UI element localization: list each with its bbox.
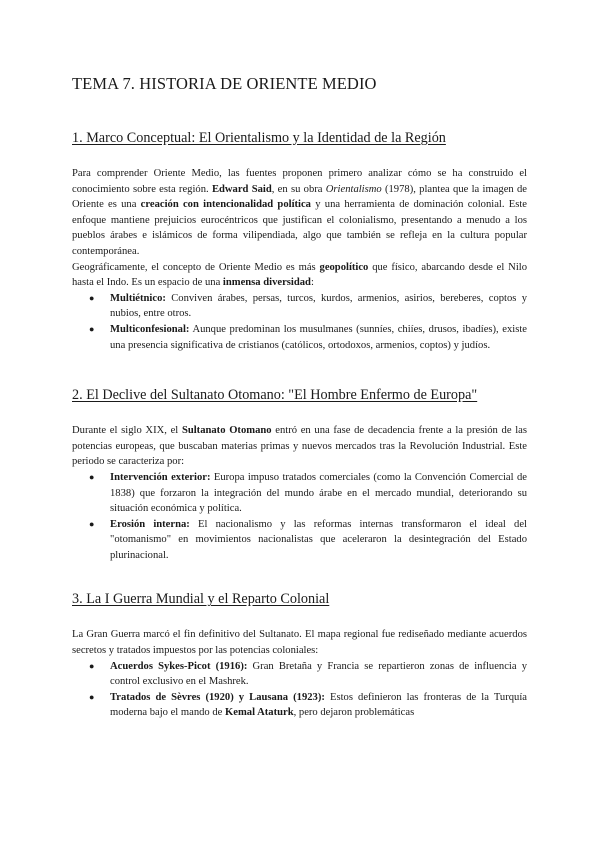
- text-run: , pero dejaron problemáticas: [293, 707, 415, 719]
- bullet-icon: ●: [89, 471, 95, 482]
- text-run: y una herramienta de dominación colonial. Este enfoque mantiene prejuicios eurocéntricos que justifican el colonialismo, presentando a menudo a los pueblos árabes e islámicos de forma vilipendiada, algo que también se refleja en la cultura popular contemporánea.: [72, 199, 527, 257]
- text-run: Para comprender Oriente Medio, las fuentes proponen primero analizar cómo se ha construido el conocimiento sobre esta región.: [72, 168, 527, 195]
- text-run: que físico, abarcando desde el Nilo hasta el Indo. Es un espacio de una: [72, 261, 528, 289]
- bold-text: creación con intencionalidad política: [140, 199, 311, 211]
- bold-text: Intervención exterior:: [110, 471, 211, 483]
- text-run: Geográficamente, el concepto de Oriente Medio es más: [72, 261, 320, 273]
- section-heading: 2. El Declive del Sultanato Otomano: "El Hombre Enfermo de Europa": [72, 387, 478, 404]
- bold-text: Tratados de Sèvres (1920) y Lausana (1923):: [110, 691, 325, 703]
- italic-text: Orientalismo: [325, 183, 382, 195]
- paragraph: [72, 627, 527, 658]
- text-run: Conviven árabes, persas, turcos, kurdos, armenios, asirios, bereberes, coptos y nubios, entre otros.: [110, 292, 527, 320]
- bold-text: Multiconfesional:: [110, 323, 190, 335]
- bold-text: Erosión interna:: [110, 518, 190, 530]
- list-item: [89, 470, 527, 517]
- bullet-list: [72, 470, 527, 564]
- section-marco-conceptual: [72, 130, 527, 353]
- bold-text: Kemal Ataturk: [225, 707, 294, 719]
- bullet-icon: ●: [89, 691, 95, 702]
- bold-text: inmensa diversidad: [222, 277, 311, 289]
- bullet-icon: ●: [89, 292, 95, 303]
- list-item: [89, 322, 527, 353]
- section-guerra-mundial: [72, 591, 527, 721]
- section-declive-sultanato: [72, 387, 527, 563]
- list-item: [89, 291, 527, 322]
- text-run: El nacionalismo y las reformas internas transformaron el ideal del "otomanismo" en movimientos nacionalistas que aceleraron la desintegración del Estado plurinacional.: [110, 518, 527, 561]
- paragraph: [72, 166, 527, 260]
- text-run: Durante el siglo XIX, el: [72, 425, 182, 437]
- text-run: :: [310, 277, 314, 289]
- text-run: La Gran Guerra marcó el fin definitivo del Sultanato. El mapa regional fue rediseñado mediante acuerdos secretos y tratados impuestos por las potencias coloniales:: [72, 629, 527, 657]
- paragraph: [72, 260, 527, 291]
- text-run: Estos definieron las fronteras de la Turquía moderna bajo el mando de: [110, 691, 527, 719]
- bullet-list: [72, 659, 527, 721]
- bold-text: geopolítico: [319, 261, 369, 273]
- section-heading: 3. La I Guerra Mundial y el Reparto Colonial: [72, 591, 330, 608]
- text-run: Gran Bretaña y Francia se repartieron zonas de influencia y control exclusivo en el Mashrek.: [110, 660, 527, 688]
- text-run: (1978), plantea que la imagen de Oriente es una: [72, 183, 528, 211]
- bold-text: Acuerdos Sykes-Picot (1916):: [110, 660, 248, 672]
- document-page: [72, 74, 527, 755]
- text-run: Europa impuso tratados comerciales (como la Convención Comercial de 1838) que forzaron la integración del mundo árabe en el mercado mundial, deteriorando su situación económica y política.: [110, 471, 527, 515]
- text-run: entró en una fase de decadencia frente a la presión de las potencias europeas, que buscaban materias primas y nuevos mercados tras la Revolución Industrial. Este periodo se caracteriza por:: [72, 425, 527, 468]
- text-run: Aunque predominan los musulmanes (sunníes, chiíes, drusos, ibadíes), existe una presencia significativa de cristianos (católicos, ortodoxos, armenios, coptos) y judíos.: [110, 323, 527, 351]
- list-item: [89, 659, 527, 690]
- bullet-icon: ●: [89, 323, 95, 334]
- bullet-icon: ●: [89, 660, 95, 671]
- bullet-list: [72, 291, 527, 353]
- document-title: TEMA 7. HISTORIA DE ORIENTE MEDIO: [72, 74, 377, 93]
- bold-text: Sultanato Otomano: [181, 425, 272, 437]
- section-heading: 1. Marco Conceptual: El Orientalismo y la Identidad de la Región: [72, 130, 446, 146]
- bold-text: Edward Said: [211, 183, 272, 195]
- bullet-icon: ●: [89, 518, 95, 529]
- list-item: [89, 690, 527, 721]
- list-item: [89, 517, 527, 564]
- bold-text: Multiétnico:: [110, 292, 166, 304]
- paragraph: [72, 423, 527, 470]
- text-run: , en su obra: [271, 183, 326, 195]
